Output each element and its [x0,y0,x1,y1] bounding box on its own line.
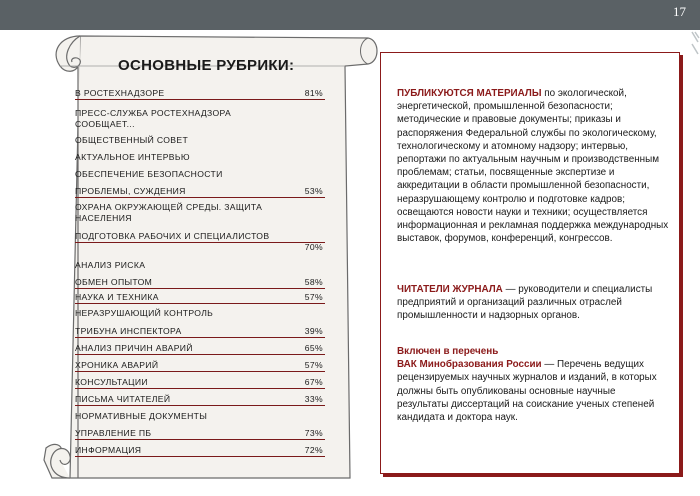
rubric-item: НАУКА И ТЕХНИКА 57% [75,292,323,302]
rubric-item: ОХРАНА ОКРУЖАЮЩЕЙ СРЕДЫ. ЗАЩИТА НАСЕЛЕНИЯ [75,202,263,223]
rubric-item: АКТУАЛЬНОЕ ИНТЕРВЬЮ [75,152,190,162]
vak-heading-1: Включен в перечень [397,346,499,357]
rubric-item: ПИСЬМА ЧИТАТЕЛЕЙ 33% [75,394,323,404]
rubric-item: НЕРАЗРУШАЮЩИЙ КОНТРОЛЬ [75,308,214,318]
vak-heading-2: ВАК Минобразования России [397,359,542,371]
published-materials-heading: ПУБЛИКУЮТСЯ МАТЕРИАЛЫ [397,88,542,99]
rubric-item: ИНФОРМАЦИЯ 72% [75,445,323,455]
readers-heading: ЧИТАТЕЛИ ЖУРНАЛА [397,284,503,295]
rubric-item: ТРИБУНА ИНСПЕКТОРА 39% [75,326,323,336]
rubric-item: АНАЛИЗ ПРИЧИН АВАРИЙ 65% [75,343,323,353]
page-title: ОСНОВНЫЕ РУБРИКИ: [118,57,295,74]
rubric-item: НОРМАТИВНЫЕ ДОКУМЕНТЫ [75,411,208,421]
right-edge-decoration [682,30,700,60]
rubric-item: КОНСУЛЬТАЦИИ 67% [75,377,323,387]
rubric-item: ПОДГОТОВКА РАБОЧИХ И СПЕЦИАЛИСТОВ 70% [75,231,323,252]
rubric-item: АНАЛИЗ РИСКА [75,260,146,270]
rubric-item: ОБМЕН ОПЫТОМ 58% [75,277,323,287]
rubric-item: В РОСТЕХНАДЗОРЕ 81% [75,88,323,98]
readers-paragraph: ЧИТАТЕЛИ ЖУРНАЛА — руководители и специалисты предприятий и организаций различных отраслей промышленности и надзорных органов. [397,284,653,322]
rubric-item: ПРЕСС-СЛУЖБА РОСТЕХНАДЗОРА СООБЩАЕТ... [75,108,232,129]
vak-paragraph: Включен в перечень ВАК Минобразования России — Перечень ведущих рецензируемых научных журналов и изданий, в которых должны быть опубликованы основные научные результаты диссертаций на соискание ученых степеней кандидата и доктора наук. [397,346,657,424]
rubric-item: ОБЕСПЕЧЕНИЕ БЕЗОПАСНОСТИ [75,169,223,179]
rubric-item: ПРОБЛЕМЫ, СУЖДЕНИЯ 53% [75,186,323,196]
rubric-item: УПРАВЛЕНИЕ ПБ 73% [75,428,323,438]
published-materials-paragraph: ПУБЛИКУЮТСЯ МАТЕРИАЛЫ по экологической, энергетической, промышленной безопасности; методические и правовые документы; приказы и распоряжения Федеральной службы по экологическому, технологическому и атомному надзору; интервью, репортажи по актуальным научным и производственным проблемам; статьи, посвященные экспертизе и аккредитации в области промышленной безопасности, неразрушающему контролю и подготовке кадров; освещаются новости науки и техники; осуществляется информационная и рекламная поддержка международных выставок, форумов, конференций, конгрессов. [397,88,669,245]
slide-number: 17 [673,4,686,19]
rubric-item: ХРОНИКА АВАРИЙ 57% [75,360,323,370]
rubric-item: ОБЩЕСТВЕННЫЙ СОВЕТ [75,135,189,145]
